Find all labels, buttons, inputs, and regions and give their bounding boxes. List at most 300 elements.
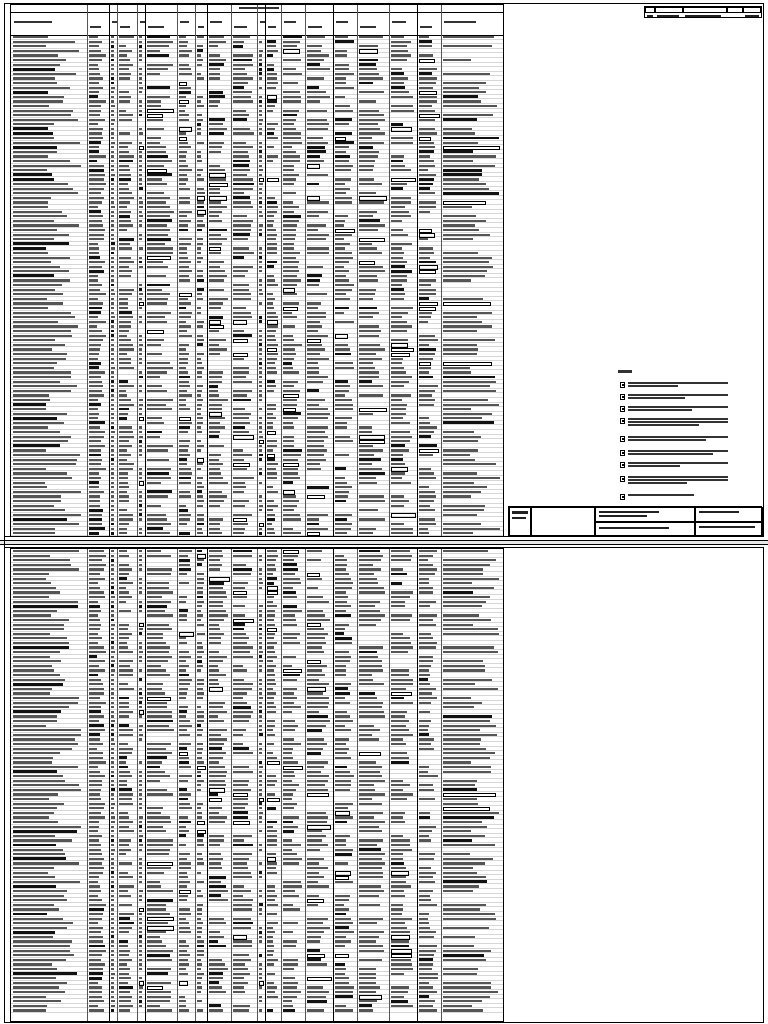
table-cell — [119, 399, 131, 401]
table-cell — [283, 412, 301, 415]
table-cell — [111, 973, 115, 975]
table-cell — [233, 839, 244, 841]
table-cell — [233, 872, 251, 874]
table-cell — [13, 734, 81, 736]
table-cell — [391, 77, 408, 79]
table-cell — [13, 307, 48, 309]
table-cell — [89, 904, 106, 906]
table-cell — [283, 858, 302, 860]
table-cell — [359, 500, 385, 502]
table-cell — [233, 307, 246, 309]
table-cell — [259, 651, 263, 653]
table-cell — [119, 706, 129, 708]
table-cell — [335, 835, 350, 837]
table-cell — [391, 784, 410, 786]
table-cell — [391, 757, 409, 759]
table-cell — [147, 872, 164, 874]
table-cell — [283, 591, 296, 594]
table-cell — [267, 986, 277, 988]
table-cell — [179, 559, 190, 562]
table-cell — [139, 335, 142, 337]
table-cell — [391, 169, 411, 171]
table-cell — [267, 839, 277, 841]
table-cell — [209, 316, 223, 319]
table-cell — [89, 881, 98, 883]
table-cell — [335, 344, 348, 346]
table-cell — [335, 188, 350, 190]
table-cell — [13, 812, 54, 814]
table-cell — [267, 807, 276, 810]
table-cell — [179, 609, 188, 612]
table-cell — [209, 302, 223, 304]
table-cell — [209, 812, 219, 814]
table-cell — [89, 87, 103, 89]
table-cell — [209, 399, 228, 401]
table-cell — [209, 266, 220, 268]
table-cell — [209, 867, 222, 869]
table-cell — [259, 358, 262, 360]
table-cell — [111, 151, 114, 153]
table-cell — [89, 706, 101, 708]
table-cell — [179, 220, 191, 222]
table-cell — [419, 468, 431, 470]
table-cell — [307, 715, 328, 718]
table-cell — [209, 862, 221, 864]
table-cell — [139, 678, 142, 681]
table-cell — [283, 963, 298, 965]
table-cell — [139, 68, 142, 70]
table-cell — [233, 633, 246, 635]
table-cell — [179, 706, 188, 708]
column-header — [14, 21, 52, 23]
table-cell — [119, 165, 129, 167]
table-cell — [335, 528, 351, 530]
table-cell — [139, 234, 142, 236]
table-cell — [139, 187, 143, 190]
table-cell — [259, 710, 262, 713]
table-cell — [233, 316, 252, 318]
table-cell — [13, 702, 78, 704]
table-cell — [179, 298, 188, 300]
table-cell — [89, 275, 98, 277]
table-cell — [209, 821, 225, 823]
table-cell — [197, 872, 201, 874]
table-cell — [259, 449, 262, 451]
table-cell — [119, 839, 131, 841]
table-cell — [259, 743, 262, 745]
table-cell — [335, 968, 346, 970]
table-cell — [267, 821, 277, 824]
table-cell — [147, 518, 167, 520]
table-cell — [259, 335, 262, 337]
table-cell — [233, 991, 245, 993]
table-cell — [119, 100, 130, 102]
table-cell — [259, 637, 262, 639]
table-cell — [89, 748, 97, 750]
table-cell — [307, 224, 326, 226]
table-cell — [147, 224, 167, 226]
table-cell — [391, 86, 405, 89]
table-cell — [197, 775, 201, 778]
table-cell — [307, 63, 320, 66]
column-header — [336, 21, 348, 23]
table-cell — [267, 385, 276, 387]
table-cell — [139, 518, 142, 520]
table-cell — [13, 211, 62, 213]
table-cell — [391, 973, 404, 975]
table-cell — [391, 798, 407, 800]
table-cell — [89, 150, 99, 153]
table-cell — [147, 45, 169, 47]
table-cell — [307, 775, 329, 777]
table-cell — [267, 500, 274, 502]
table-cell — [259, 927, 262, 929]
table-cell — [391, 738, 403, 740]
table-cell — [283, 996, 297, 998]
table-cell — [147, 793, 173, 795]
table-cell — [119, 367, 134, 369]
table-cell — [89, 587, 100, 589]
table-cell — [335, 110, 353, 112]
table-cell — [209, 445, 224, 447]
table-cell — [179, 385, 190, 387]
table-cell — [259, 343, 262, 346]
table-cell — [119, 591, 129, 593]
table-cell — [443, 706, 474, 708]
table-cell — [259, 266, 262, 268]
table-cell — [419, 573, 435, 575]
table-cell — [391, 399, 402, 401]
table-cell — [139, 495, 142, 497]
table-cell — [147, 50, 160, 52]
table-cell — [209, 715, 218, 717]
table-cell — [359, 36, 383, 38]
table-cell — [139, 706, 142, 708]
table-cell — [179, 642, 187, 644]
table-cell — [209, 894, 221, 897]
table-cell — [391, 339, 408, 341]
table-cell — [119, 229, 127, 231]
table-cell — [197, 96, 203, 98]
table-cell — [443, 298, 483, 300]
table-cell — [111, 367, 115, 369]
table-cell — [147, 651, 169, 653]
table-cell — [233, 312, 251, 314]
table-cell — [13, 849, 63, 851]
table-cell — [119, 973, 129, 975]
table-cell — [391, 1000, 408, 1003]
table-cell — [197, 477, 203, 479]
table-cell — [89, 505, 100, 507]
table-cell — [267, 73, 277, 75]
table-cell — [443, 715, 492, 718]
table-cell — [209, 59, 226, 61]
table-cell — [283, 215, 301, 218]
table-cell — [139, 890, 143, 892]
table-cell — [443, 169, 482, 172]
table-cell — [391, 789, 403, 791]
table-cell — [197, 220, 203, 222]
table-cell — [259, 619, 262, 621]
table-cell — [13, 330, 71, 332]
table-cell — [147, 720, 173, 723]
table-cell — [233, 858, 249, 860]
table-cell — [307, 274, 322, 277]
table-cell — [179, 482, 191, 484]
column-header — [444, 21, 476, 23]
table-cell — [147, 660, 168, 662]
table-cell — [147, 550, 161, 552]
table-cell — [233, 422, 250, 424]
table-cell — [139, 532, 142, 534]
table-cell — [119, 601, 126, 603]
table-cell — [179, 908, 190, 910]
table-cell — [443, 532, 473, 534]
table-cell — [259, 330, 262, 332]
table-cell — [283, 1005, 293, 1007]
table-cell — [267, 729, 273, 731]
table-cell — [267, 137, 278, 139]
table-cell — [147, 105, 161, 107]
table-cell — [209, 835, 224, 837]
table-cell — [359, 959, 382, 961]
table-cell — [283, 472, 298, 474]
table-cell — [259, 679, 262, 681]
table-cell — [283, 445, 294, 447]
table-cell — [111, 325, 114, 327]
table-cell — [119, 982, 128, 984]
table-cell — [335, 454, 349, 456]
flag-box-icon — [620, 382, 625, 388]
table-cell — [259, 155, 262, 157]
table-cell — [359, 358, 382, 360]
table-cell — [307, 523, 319, 526]
table-cell — [419, 867, 431, 869]
table-cell — [89, 710, 101, 713]
table-cell — [419, 472, 434, 474]
table-cell — [419, 748, 434, 750]
table-cell — [359, 821, 385, 823]
table-cell — [283, 711, 292, 713]
table-cell — [443, 390, 496, 392]
table-cell — [179, 715, 186, 717]
table-cell — [443, 771, 491, 773]
table-cell — [233, 196, 250, 199]
table-cell — [267, 472, 277, 474]
table-cell — [209, 495, 227, 497]
table-cell — [111, 64, 114, 66]
table-cell — [283, 100, 301, 102]
table-cell — [391, 743, 406, 745]
table-cell — [391, 201, 411, 203]
table-cell — [359, 431, 372, 433]
table-cell — [419, 637, 433, 639]
table-cell — [111, 614, 114, 616]
table-cell — [359, 669, 383, 671]
table-cell — [283, 803, 297, 805]
table-cell — [147, 1000, 170, 1002]
table-cell — [419, 132, 437, 134]
table-cell — [307, 771, 321, 773]
table-cell — [391, 688, 406, 690]
table-cell — [307, 963, 327, 965]
table-cell — [89, 36, 98, 38]
table-cell — [419, 390, 435, 392]
table-cell — [13, 610, 57, 612]
table-cell — [233, 807, 245, 809]
table-cell — [233, 64, 253, 66]
table-cell — [111, 959, 114, 961]
table-cell — [307, 761, 328, 763]
table-cell — [197, 532, 203, 534]
table-cell — [283, 114, 297, 117]
table-cell — [419, 68, 437, 70]
table-cell — [335, 936, 346, 938]
table-cell — [419, 918, 428, 920]
table-cell — [259, 509, 262, 511]
table-cell — [307, 454, 324, 456]
table-cell — [283, 720, 295, 722]
table-cell — [443, 908, 480, 910]
table-cell — [111, 220, 114, 222]
table-cell — [179, 247, 187, 249]
table-cell — [111, 197, 114, 199]
table-cell — [335, 660, 350, 662]
table-cell — [359, 243, 372, 245]
table-cell — [307, 628, 324, 630]
table-cell — [283, 362, 292, 365]
table-cell — [147, 229, 170, 231]
table-cell — [119, 500, 129, 502]
table-cell — [209, 972, 223, 975]
table-cell — [89, 229, 105, 231]
table-cell — [307, 578, 322, 580]
table-cell — [209, 211, 222, 213]
table-cell — [197, 362, 202, 364]
table-cell — [209, 977, 223, 979]
table-cell — [307, 816, 328, 818]
table-cell — [233, 192, 244, 194]
table-cell — [391, 160, 403, 163]
table-cell — [89, 256, 100, 259]
table-cell — [233, 330, 244, 332]
table-cell — [197, 559, 204, 561]
table-cell — [197, 54, 201, 56]
table-cell — [283, 738, 294, 740]
table-cell — [259, 114, 262, 116]
table-cell — [139, 646, 142, 648]
table-cell — [197, 816, 202, 818]
table-cell — [391, 275, 407, 277]
table-cell — [197, 862, 204, 864]
table-cell — [209, 435, 219, 438]
table-cell — [419, 187, 430, 190]
table-cell — [259, 454, 263, 457]
table-cell — [359, 289, 376, 291]
table-cell — [391, 463, 405, 465]
table-cell — [13, 913, 47, 916]
table-cell — [233, 642, 247, 644]
table-cell — [307, 321, 320, 323]
table-cell — [391, 1005, 413, 1007]
table-cell — [209, 844, 220, 846]
table-cell — [359, 587, 384, 589]
table-cell — [197, 596, 203, 599]
table-cell — [147, 422, 164, 424]
table-cell — [259, 986, 262, 988]
table-cell — [267, 991, 275, 993]
table-cell — [259, 573, 262, 575]
table-column-divider — [195, 5, 196, 536]
table-cell — [233, 862, 247, 864]
table-cell — [13, 982, 67, 984]
table-cell — [443, 738, 481, 740]
table-cell — [119, 830, 134, 832]
table-cell — [139, 41, 142, 43]
table-cell — [335, 995, 353, 998]
table-cell — [209, 771, 227, 773]
table-cell — [335, 266, 344, 268]
table-cell — [419, 646, 436, 648]
table-cell — [359, 380, 372, 383]
table-cell — [119, 454, 131, 456]
table-cell — [179, 477, 191, 480]
table-cell — [419, 422, 430, 424]
table-cell — [233, 275, 245, 277]
table-cell — [443, 371, 471, 373]
table-cell — [359, 413, 373, 415]
table-cell — [111, 279, 114, 281]
table-cell — [209, 270, 225, 272]
table-cell — [179, 132, 186, 134]
table-cell — [179, 50, 192, 52]
table-cell — [419, 830, 432, 832]
table-cell — [209, 344, 219, 346]
table-cell — [267, 312, 276, 314]
table-cell — [147, 743, 171, 745]
table-cell — [359, 472, 385, 475]
table-cell — [139, 977, 142, 979]
table-cell — [233, 408, 245, 410]
table-cell — [335, 931, 354, 933]
table-cell — [391, 298, 404, 300]
table-cell — [209, 555, 223, 557]
table-cell — [13, 977, 56, 979]
column-header — [268, 26, 276, 28]
table-cell — [139, 656, 142, 658]
table-cell — [13, 247, 46, 250]
table-cell — [119, 596, 132, 598]
table-cell — [13, 940, 72, 942]
table-cell — [147, 642, 166, 644]
table-cell — [307, 445, 324, 447]
table-cell — [119, 1000, 131, 1002]
table-cell — [391, 505, 404, 507]
table-cell — [233, 431, 249, 433]
table-cell — [89, 789, 101, 791]
table-cell — [13, 403, 46, 406]
table-cell — [111, 839, 114, 842]
table-cell — [89, 105, 101, 107]
table-cell — [111, 270, 114, 272]
table-cell — [359, 734, 372, 736]
table-cell — [111, 458, 114, 461]
table-cell — [443, 1005, 472, 1007]
table-cell — [89, 803, 105, 805]
column-header — [120, 26, 130, 28]
table-cell — [391, 849, 412, 851]
table-cell — [283, 201, 293, 203]
